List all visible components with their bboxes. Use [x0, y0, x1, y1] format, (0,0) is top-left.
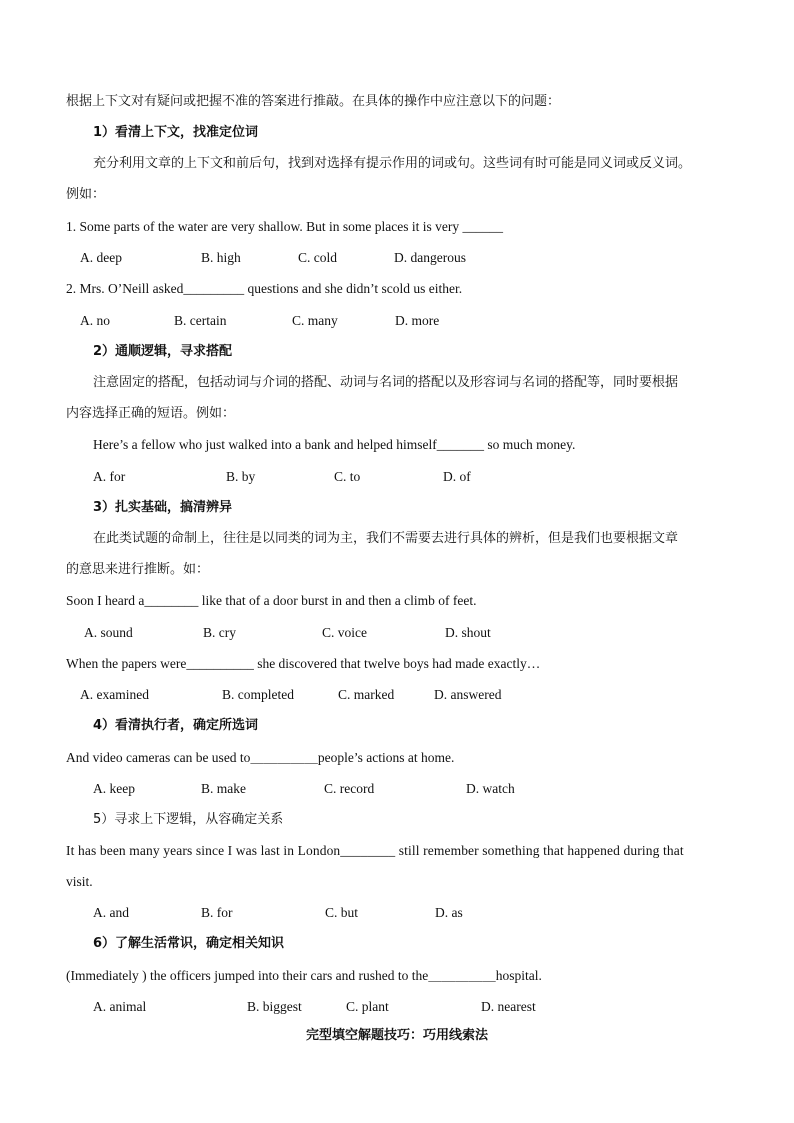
- section-1-heading: 1）看清上下文，找准定位词: [93, 125, 259, 140]
- q1-2-option-d: D. more: [395, 313, 440, 328]
- q2-1-option-b: B. by: [226, 469, 256, 484]
- q6-1-option-c: C. plant: [346, 999, 389, 1014]
- section-3-desc-line-1: 在此类试题的命制上，往往是以同类的词为主，我们不需要去进行具体的辨析，但是我们也要根据文章: [93, 531, 679, 546]
- section-6-heading: 6）了解生活常识，确定相关知识: [93, 936, 285, 951]
- q5-1-option-c: C. but: [325, 905, 359, 920]
- section-3-heading: 3）扎实基础，搞清辨异: [93, 500, 233, 515]
- q6-1-option-b: B. biggest: [247, 999, 302, 1014]
- q4-1-option-b: B. make: [201, 781, 246, 796]
- q1-1-option-a: A. deep: [80, 250, 122, 265]
- q1-2-option-c: C. many: [292, 313, 338, 328]
- q5-1-option-d: D. as: [435, 905, 463, 920]
- q3-2-option-c: C. marked: [338, 687, 395, 702]
- q3-1-option-d: D. shout: [445, 625, 491, 640]
- question-6-1: (Immediately ) the officers jumped into their cars and rushed to the＿＿＿＿＿hospital.: [66, 968, 542, 983]
- q3-2-option-a: A. examined: [80, 687, 149, 702]
- section-5-heading: 5）寻求上下逻辑，从容确定关系: [93, 812, 284, 827]
- q3-1-option-a: A. sound: [84, 625, 133, 640]
- question-3-1: Soon I heard a________ like that of a door burst in and then a climb of feet.: [66, 593, 477, 608]
- section-2-heading: 2）通顺逻辑，寻求搭配: [93, 344, 233, 359]
- question-1-1: 1. Some parts of the water are very shallow. But in some places it is very ______: [66, 219, 504, 234]
- q2-1-option-c: C. to: [334, 469, 361, 484]
- q4-1-option-c: C. record: [324, 781, 375, 796]
- section-4-heading: 4）看清执行者，确定所选词: [93, 718, 259, 733]
- q1-1-option-d: D. dangerous: [394, 250, 466, 265]
- section-3-desc-line-2: 的意思来进行推断。如：: [66, 562, 210, 577]
- question-4-1: And video cameras can be used to＿＿＿＿＿people’s actions at home.: [66, 750, 455, 765]
- q3-1-option-c: C. voice: [322, 625, 367, 640]
- q3-2-option-b: B. completed: [222, 687, 294, 702]
- section-1-desc-line-1: 充分利用文章的上下文和前后句，找到对选择有提示作用的词或句。这些词有时可能是同义词或反义词。: [93, 156, 692, 171]
- footer-title: 完型填空解题技巧：巧用线索法: [305, 1028, 488, 1043]
- q6-1-option-a: A. animal: [93, 999, 147, 1014]
- q4-1-option-a: A. keep: [93, 781, 135, 796]
- question-3-2: When the papers were__________ she discovered that twelve boys had made exactly…: [66, 656, 541, 671]
- q2-1-option-d: D. of: [443, 469, 471, 484]
- q1-2-option-a: A. no: [80, 313, 110, 328]
- question-2-1: Here’s a fellow who just walked into a bank and helped himself_______ so much money.: [93, 437, 576, 452]
- question-5-line-2: visit.: [66, 874, 93, 889]
- q2-1-option-a: A. for: [93, 469, 126, 484]
- section-2-desc-line-1: 注意固定的搭配，包括动词与介词的搭配、动词与名词的搭配以及形容词与名词的搭配等，同时要根据: [93, 375, 679, 390]
- question-1-2: 2. Mrs. O’Neill asked_________ questions and she didn’t scold us either.: [66, 281, 463, 296]
- q1-1-option-c: C. cold: [298, 250, 337, 265]
- q4-1-option-d: D. watch: [466, 781, 515, 796]
- q3-2-option-d: D. answered: [434, 687, 502, 702]
- q6-1-option-d: D. nearest: [481, 999, 536, 1014]
- q5-1-option-a: A. and: [93, 905, 129, 920]
- q3-1-option-b: B. cry: [203, 625, 236, 640]
- q1-2-option-b: B. certain: [174, 313, 227, 328]
- q5-1-option-b: B. for: [201, 905, 233, 920]
- question-5-line-1: It has been many years since I was last in London________ still remember something that happened during that: [66, 843, 684, 858]
- section-2-desc-line-2: 内容选择正确的短语。例如：: [66, 406, 236, 421]
- q1-1-option-b: B. high: [201, 250, 241, 265]
- intro-text: 根据上下文对有疑问或把握不准的答案进行推敲。在具体的操作中应注意以下的问题：: [66, 94, 561, 109]
- section-1-desc-line-2: 例如：: [66, 187, 106, 202]
